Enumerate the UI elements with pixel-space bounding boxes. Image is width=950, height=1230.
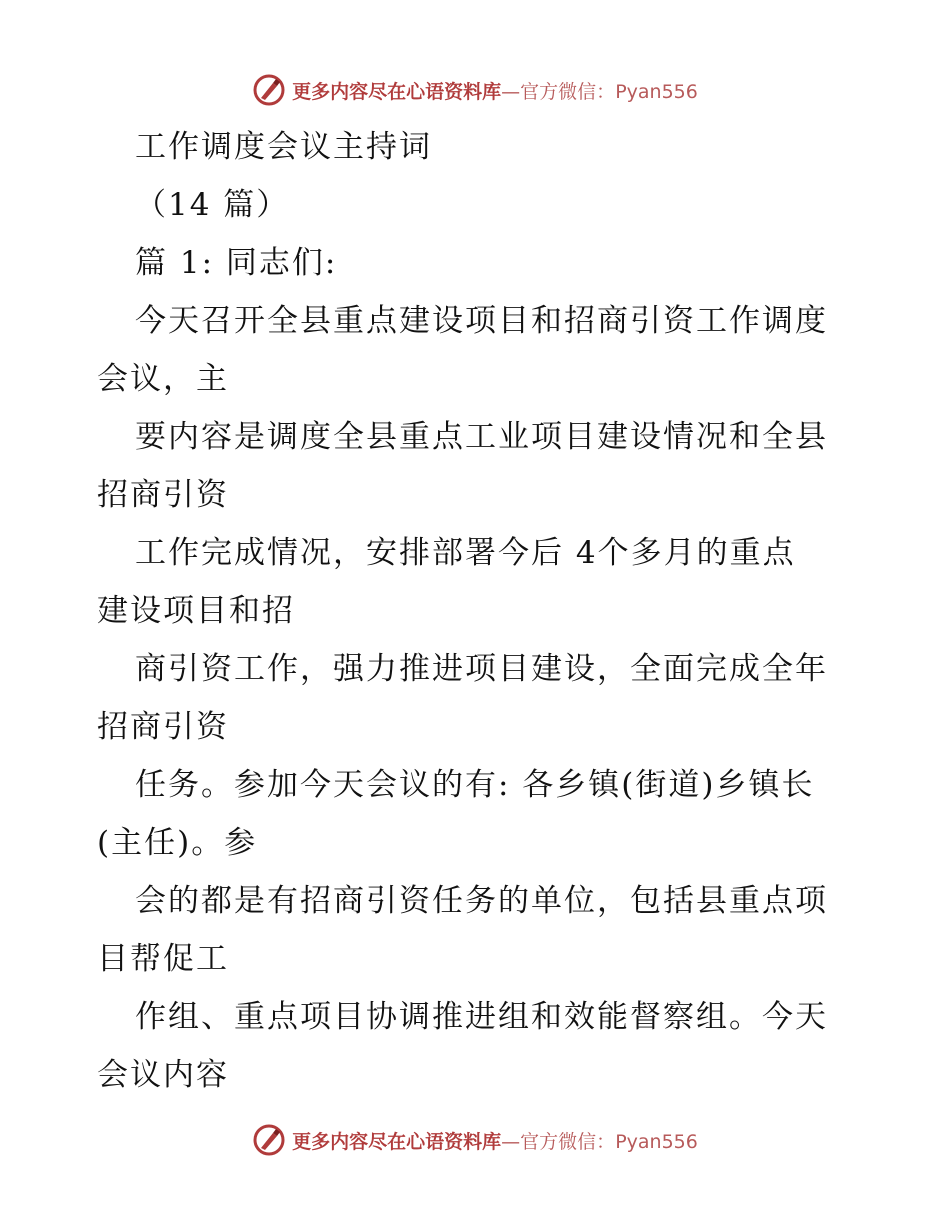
text-line: 会的都是有招商引资任务的单位，包括县重点项 — [135, 883, 828, 919]
text-line: 篇 1: 同志们: — [135, 245, 338, 281]
header-watermark — [0, 70, 950, 110]
text-line: 商引资工作，强力推进项目建设，全面完成全年 — [135, 651, 828, 687]
footer-watermark — [0, 1120, 950, 1160]
watermark-text: 更多内容尽在心语资料库—官方微信：Pyan556 — [292, 80, 698, 103]
text-line: 要内容是调度全县重点工业项目建设情况和全县 — [135, 419, 828, 455]
document-title: 工作调度会议主持词 — [135, 129, 432, 165]
pen-logo-icon — [252, 1123, 286, 1157]
text-line: (主任)。参 — [97, 825, 258, 861]
text-line: 作组、重点项目协调推进组和效能督察组。今天 — [135, 999, 828, 1035]
text-line: 招商引资 — [97, 709, 229, 745]
text-line: 工作完成情况，安排部署今后 4个多月的重点 — [135, 535, 796, 571]
text-line: 招商引资 — [97, 477, 229, 513]
text-line: 任务。参加今天会议的有: 各乡镇(街道)乡镇长 — [135, 767, 815, 803]
watermark-text: 更多内容尽在心语资料库—官方微信：Pyan556 — [292, 1130, 698, 1153]
text-line: 目帮促工 — [97, 941, 229, 977]
pen-logo-icon — [252, 73, 286, 107]
document-body — [97, 118, 857, 1104]
text-line: 会议，主 — [97, 361, 229, 397]
text-line: 建设项目和招 — [97, 593, 295, 629]
text-line: 今天召开全县重点建设项目和招商引资工作调度 — [135, 303, 828, 339]
text-line: （14 篇） — [135, 187, 290, 223]
text-line: 会议内容 — [97, 1057, 229, 1093]
